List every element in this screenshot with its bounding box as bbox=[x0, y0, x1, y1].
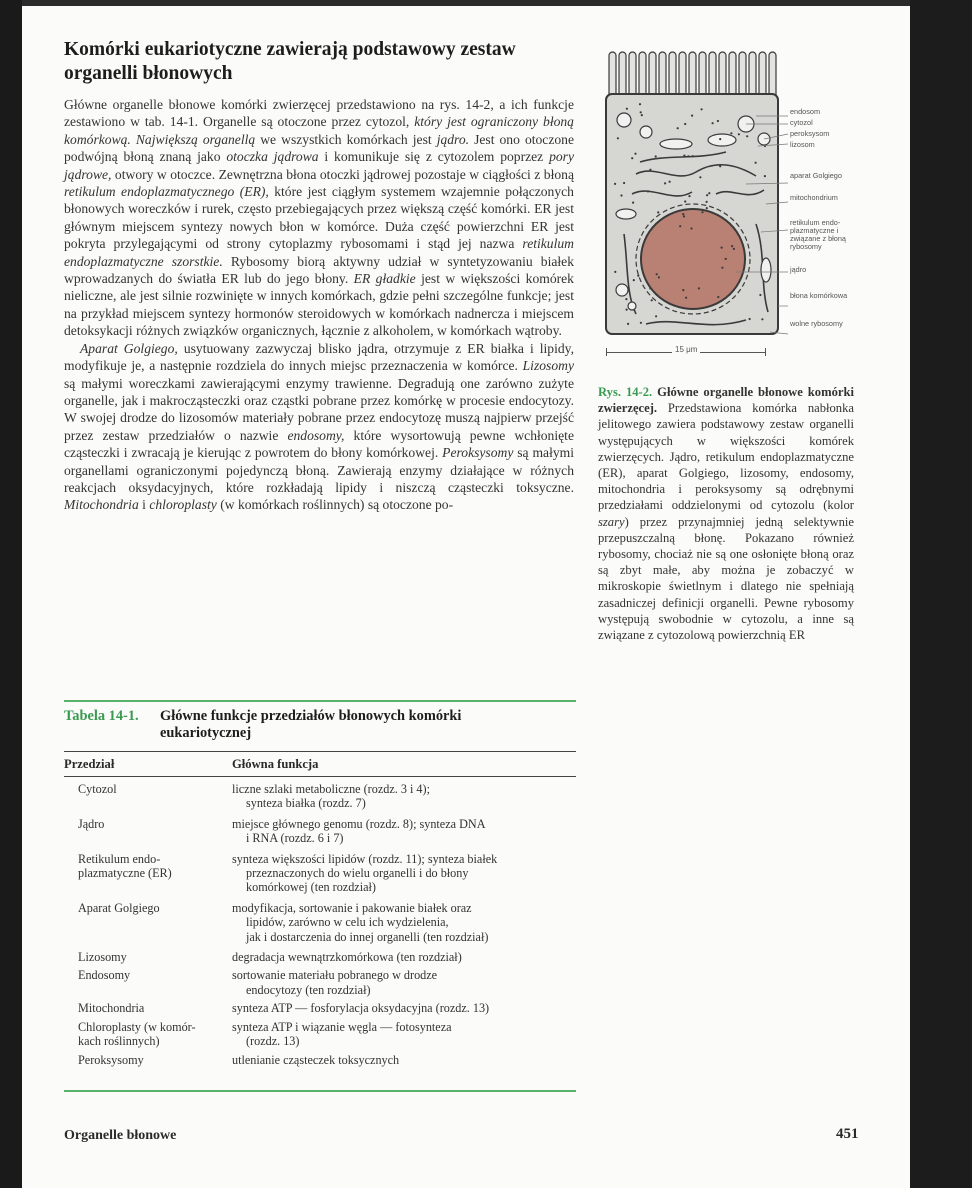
microvillus bbox=[659, 52, 666, 98]
caption-color-word: szary bbox=[598, 514, 625, 529]
ribosome-dot bbox=[746, 135, 748, 137]
ribosome-dot bbox=[627, 323, 629, 325]
p2-segment: są małymi organellami ograniczonymi pojedynczą błoną. Zawierają enzymy działające w różnych reakcjach oksydacyjnych, które rozkładają lipidy i niszczą cząsteczki toksyczne. bbox=[64, 445, 574, 495]
ribosome-dot bbox=[620, 194, 622, 196]
ribosome-dot bbox=[731, 245, 733, 247]
ribosome-dot bbox=[679, 225, 681, 227]
table-cell-function bbox=[232, 1020, 570, 1049]
table-cell-compartment: Peroksysomy bbox=[78, 1052, 144, 1067]
ribosome-dot bbox=[682, 213, 684, 215]
ribosome-dot bbox=[664, 182, 666, 184]
figure-caption bbox=[598, 384, 854, 643]
ribosome-dot bbox=[632, 202, 634, 204]
ribosome-dot bbox=[761, 318, 763, 320]
p1-segment: otoczka jądrowa bbox=[226, 149, 319, 165]
figure-label: endosom bbox=[790, 107, 821, 116]
ribosome-dot bbox=[701, 108, 703, 110]
figure-label: błona komórkowa bbox=[790, 291, 848, 300]
figure-label: jądro bbox=[790, 265, 807, 274]
ribosome-dot bbox=[614, 183, 616, 185]
microvillus bbox=[689, 52, 696, 98]
ribosome-dot bbox=[764, 175, 766, 177]
ribosome-dot bbox=[640, 111, 642, 113]
ribosome-dot bbox=[719, 138, 721, 140]
column-header-compartment: Przedział bbox=[64, 757, 115, 771]
ribosome-dot bbox=[719, 165, 721, 167]
p1-segment: otwory w otoczce. Zewnętrzna błona otoczki jądrowej pozostaje w ciągłości z błoną bbox=[111, 166, 574, 182]
microvillus bbox=[769, 52, 776, 98]
table-row bbox=[64, 968, 576, 997]
caption-number: Rys. 14-2. bbox=[598, 385, 653, 399]
p2-segment: Mitochondria bbox=[64, 497, 139, 513]
microvillus bbox=[649, 52, 656, 98]
table-cell-compartment: Jądro bbox=[78, 816, 105, 831]
p2-segment: (w komórkach roślinnych) są otoczone po- bbox=[216, 497, 454, 513]
table-row bbox=[64, 901, 576, 944]
ribosome-dot bbox=[717, 120, 719, 122]
p2-segment: Peroksysomy bbox=[442, 445, 514, 461]
ribosome-dot bbox=[712, 122, 714, 124]
ribosome-dot bbox=[725, 258, 727, 260]
ribosome-dot bbox=[640, 322, 642, 324]
table-cell-function bbox=[232, 782, 570, 811]
function-line: degradacja wewnątrzkomórkowa (ten rozdział) bbox=[232, 950, 462, 965]
function-line: przeznaczonych do wielu organelli i do błony bbox=[246, 866, 469, 881]
microvillus bbox=[669, 52, 676, 98]
ribosome-dot bbox=[684, 200, 686, 202]
ribosome-dot bbox=[692, 155, 694, 157]
function-line: synteza ATP — fosforylacja oksydacyjna (rozdz. 13) bbox=[232, 1001, 490, 1016]
ribosome-dot bbox=[684, 123, 686, 125]
microvillus bbox=[759, 52, 766, 98]
ribosome-dot bbox=[649, 287, 651, 289]
microvillus bbox=[619, 52, 626, 98]
figure-label: mitochondrium bbox=[790, 193, 838, 202]
table-title-text: Główne funkcje przedziałów błonowych komórki eukariotycznej bbox=[160, 708, 462, 741]
ribosome-dot bbox=[749, 318, 751, 320]
ribosome-dot bbox=[623, 182, 625, 184]
p2-segment: i bbox=[138, 497, 150, 513]
ribosome-dot bbox=[649, 169, 651, 171]
figure-label: cytozol bbox=[790, 118, 813, 127]
ribosome-dot bbox=[755, 162, 757, 164]
function-line: modyfikacja, sortowanie i pakowanie białek oraz bbox=[232, 900, 472, 915]
p1-segment: i komunikuje się z cytozolem poprzez bbox=[318, 149, 550, 165]
p2-segment: Lizosomy bbox=[522, 358, 574, 374]
microvillus bbox=[749, 52, 756, 98]
ribosome-dot bbox=[614, 271, 616, 273]
ribosome-dot bbox=[706, 207, 708, 209]
microvillus bbox=[729, 52, 736, 98]
function-line: lipidów, zarówno w celu ich wydzielenia, bbox=[246, 915, 449, 930]
ribosome-dot bbox=[717, 296, 719, 298]
p1-segment: pory jądrowe, bbox=[64, 149, 574, 182]
column-header-function: Główna funkcja bbox=[232, 757, 319, 771]
ribosome-dot bbox=[738, 133, 740, 135]
table-cell-function bbox=[232, 950, 570, 964]
function-line: i RNA (rozdz. 6 i 7) bbox=[246, 831, 344, 846]
function-line: utlenianie cząsteczek toksycznych bbox=[232, 1052, 400, 1067]
ribosome-dot bbox=[699, 176, 701, 178]
p1-segment: jest w większości komórek nieliczne, ale jest silnie rozwinięte w innych komórkach, gdzie pełni szczególne funkcje; jest na przykład miejscem syntezy hormonów steroidowych w komórkach nadnercza i miejscem detoksykacji różnych związków organicznych, łącznie z alkoholem, w komórkach wątroby. bbox=[64, 271, 574, 339]
function-line: sortowanie materiału pobranego w drodze bbox=[232, 968, 438, 983]
function-line: miejsce głównego genomu (rozdz. 8); synteza DNA bbox=[232, 816, 486, 831]
p2-segment: usytuowany zazwyczaj blisko jądra, otrzymuje z ER białka i lipidy, modyfikuje je, a następnie rozdziela do innych miejsc przeznaczenia w komórce. bbox=[64, 340, 574, 374]
ribosome-dot bbox=[633, 279, 635, 281]
caption-text-before: Przedstawiona komórka nabłonka jelitowego zawiera podstawowy zestaw organelli występujących w większości komórek zwierzęcych. Jądro, retikulum endoplazmatyczne (ER), aparat Golgiego, lizosomy, endosomy, mitochondria i peroksysomy są odrębnymi przedziałami oddzielonymi od cytozolu (kolor bbox=[598, 401, 854, 513]
p1-segment: który jest ograniczony błoną komórkową. Największą organellą bbox=[64, 114, 574, 147]
function-line: liczne szlaki metaboliczne (rozdz. 3 i 4); bbox=[232, 782, 430, 796]
ribosome-dot bbox=[617, 137, 619, 139]
ribosome-dot bbox=[657, 211, 659, 213]
microvillus bbox=[679, 52, 686, 98]
microvillus bbox=[719, 52, 726, 98]
figure-label: wolne rybosomy bbox=[790, 319, 843, 328]
table-row bbox=[64, 817, 576, 846]
table-body bbox=[64, 782, 576, 1071]
scan-border-right bbox=[910, 0, 972, 1188]
table-cell-function bbox=[232, 1001, 570, 1015]
microvillus bbox=[629, 52, 636, 98]
table-row bbox=[64, 852, 576, 895]
ribosome-dot bbox=[691, 115, 693, 117]
ribosome-dot bbox=[759, 294, 761, 296]
caption-text-after: ) przez przynajmniej jedną selektywnie przepuszczalną błonę. Pokazano również rybosomy, chociaż nie są one osłonięte błoną oraz są zbyt małe, aby można je zobaczyć w mikroskopie świetlnym i dlatego nie spełniają zasadniczej definicji organelli. Pewne rybosomy występują swobodnie w cytozolu, a inne są związane z cytozolową powierzchnią ER bbox=[598, 514, 854, 643]
table-title bbox=[64, 708, 576, 742]
ribosome-dot bbox=[637, 275, 639, 277]
function-line: synteza białka (rozdz. 7) bbox=[246, 796, 366, 811]
p1-segment: Jest ono otoczone podwójną błoną znaną jako bbox=[64, 131, 575, 165]
ribosome-dot bbox=[683, 215, 685, 217]
scale-tick-right bbox=[765, 348, 766, 356]
microvillus bbox=[739, 52, 746, 98]
p1-segment: retikulum endoplazmatyczne szorstkie. bbox=[64, 236, 574, 269]
scale-label: 15 μm bbox=[672, 345, 700, 354]
ribosome-dot bbox=[641, 114, 643, 116]
table-row bbox=[64, 1053, 576, 1067]
ribosome-dot bbox=[730, 132, 732, 134]
cell-figure bbox=[596, 44, 896, 364]
figure-label: retikulum endo-plazmatyczne i związane z błoną rybosomy bbox=[790, 218, 846, 251]
nucleus-shape bbox=[641, 209, 745, 309]
scan-border-left bbox=[0, 0, 22, 1188]
microvilli bbox=[609, 52, 776, 98]
section-heading: Komórki eukariotyczne zawierają podstawowy zestaw organelli błonowych bbox=[64, 39, 516, 84]
function-line: endocytozy (ten rozdział) bbox=[246, 982, 371, 997]
function-line: komórkowej (ten rozdział) bbox=[246, 880, 376, 895]
microvillus bbox=[699, 52, 706, 98]
ribosome-dot bbox=[721, 247, 723, 249]
ribosome-dot bbox=[687, 155, 689, 157]
table-cell-function bbox=[232, 901, 570, 944]
p1-segment: jądro. bbox=[436, 131, 470, 147]
table-bottom-rule bbox=[64, 1090, 576, 1092]
table-top-rule bbox=[64, 700, 576, 702]
table-cell-function bbox=[232, 817, 570, 846]
ribosome-dot bbox=[639, 103, 641, 105]
table-cell-compartment: Aparat Golgiego bbox=[78, 900, 160, 915]
table-row bbox=[64, 950, 576, 964]
p2-segment: endosomy, bbox=[287, 427, 345, 443]
p2-segment: które wysortowują pewne wchłonięte cząsteczki i zwracają je kierując z powrotem do błony komórkowej. bbox=[64, 427, 574, 461]
ribosome-dot bbox=[701, 211, 703, 213]
ribosome-dot bbox=[708, 192, 710, 194]
ribosome-dot bbox=[626, 309, 628, 311]
table-row bbox=[64, 782, 576, 811]
ribosome-dot bbox=[682, 289, 684, 291]
p1-segment: retikulum endoplazmatycznego (ER), bbox=[64, 184, 269, 200]
scale-tick-left bbox=[606, 348, 607, 356]
paragraph-2 bbox=[64, 340, 574, 514]
table-cell-function bbox=[232, 968, 570, 997]
p2-segment: Aparat Golgiego, bbox=[80, 340, 178, 356]
ribosome-dot bbox=[706, 201, 708, 203]
ribosome-dot bbox=[655, 315, 657, 317]
table-row bbox=[64, 1020, 576, 1049]
table-cell-compartment: Lizosomy bbox=[78, 950, 127, 965]
ribosome-dot bbox=[669, 181, 671, 183]
function-line: jak i dostarczenia do innej organelli (ten rozdział) bbox=[246, 929, 489, 944]
table-header-rule-bottom bbox=[64, 776, 576, 777]
running-footer: Organelle błonowe bbox=[64, 1128, 177, 1143]
ribosome-dot bbox=[677, 127, 679, 129]
p2-segment: chloroplasty bbox=[149, 497, 217, 513]
microvillus bbox=[609, 52, 616, 98]
microvillus bbox=[709, 52, 716, 98]
function-line: (rozdz. 13) bbox=[246, 1034, 300, 1049]
ribosome-dot bbox=[685, 297, 687, 299]
p1-segment: które jest ciągłym systemem wzajemnie połączonych błonowych woreczków i rurek, często przebiegających przez większą część komórki. ER jest głównym miejscem syntezy nowych błon w komórce. Duża część powierzchni ER jest pokryta przylegającymi od strony cytoplazmy rybosomami i stąd jej nazwa bbox=[64, 184, 574, 252]
table-cell-compartment: Chloroplasty (w komór- kach roślinnych) bbox=[78, 1019, 196, 1049]
caption-title: Główne organelle błonowe komórki zwierzęcej. bbox=[598, 385, 854, 416]
figure-label: lizosom bbox=[790, 140, 815, 149]
ribosome-dot bbox=[625, 298, 627, 300]
ribosome-dot bbox=[655, 155, 657, 157]
body-text bbox=[64, 96, 574, 514]
table-cell-compartment: Cytozol bbox=[78, 782, 117, 796]
table-number: Tabela 14-1. bbox=[64, 708, 139, 724]
figure-label: peroksysom bbox=[790, 129, 830, 138]
p1-segment: ER gładkie bbox=[353, 271, 416, 287]
scan-border-top bbox=[0, 0, 972, 6]
scale-bar bbox=[606, 345, 766, 359]
table-cell-compartment: Mitochondria bbox=[78, 1001, 145, 1016]
ribosome-dot bbox=[733, 248, 735, 250]
ribosome-dot bbox=[683, 155, 685, 157]
ribosome-dot bbox=[647, 190, 649, 192]
ribosome-dot bbox=[721, 267, 723, 269]
table-cell-function bbox=[232, 852, 570, 895]
page-number: 451 bbox=[836, 1126, 859, 1142]
table-cell-compartment: Endosomy bbox=[78, 968, 131, 983]
ribosome-dot bbox=[651, 299, 653, 301]
ribosome-dot bbox=[658, 276, 660, 278]
p1-segment: Główne organelle błonowe komórki zwierzęcej przedstawiono na rys. 14-2, a ich funkcje zestawiono w tab. 14-1. Organelle są otoczone przez cytozol, bbox=[64, 97, 574, 130]
ribosome-dot bbox=[634, 153, 636, 155]
p2-segment: są małymi woreczkami zawierającymi enzymy trawienne. Degradują one zarówno zużyte organelle, jak i makrocząsteczki oraz cząstki pobrane przez komórkę w procesie endocytozy. W swojej drodze do lizosomów materiały pobrane przez endocytozę muszą najpierw przejść przez zestaw przedziałów o nazwie bbox=[64, 375, 574, 443]
p1-segment: Rybosomy biorą aktywny udział w syntetyzowaniu białek wprowadzanych do światła ER lub do jego błony. bbox=[64, 253, 574, 287]
ribosome-dot bbox=[631, 157, 633, 159]
function-line: synteza większości lipidów (rozdz. 11); synteza białek bbox=[232, 851, 498, 866]
microvillus bbox=[639, 52, 646, 98]
ribosome-dot bbox=[690, 227, 692, 229]
table-cell-function bbox=[232, 1053, 570, 1067]
figure-label: aparat Golgiego bbox=[790, 171, 842, 180]
ribosome-dot bbox=[656, 273, 658, 275]
table-cell-compartment: Retikulum endo- plazmatyczne (ER) bbox=[78, 851, 172, 881]
table-header-rule-top bbox=[64, 751, 576, 752]
function-line: synteza ATP i wiązanie węgla — fotosynteza bbox=[232, 1019, 452, 1034]
table-row bbox=[64, 1001, 576, 1015]
ribosome-dot bbox=[626, 108, 628, 110]
p1-segment: we wszystkich komórkach jest bbox=[255, 131, 437, 147]
ribosome-dot bbox=[698, 287, 700, 289]
paragraph-1 bbox=[64, 96, 574, 340]
ribosome-dot bbox=[688, 195, 690, 197]
ribosome-dot bbox=[706, 194, 708, 196]
